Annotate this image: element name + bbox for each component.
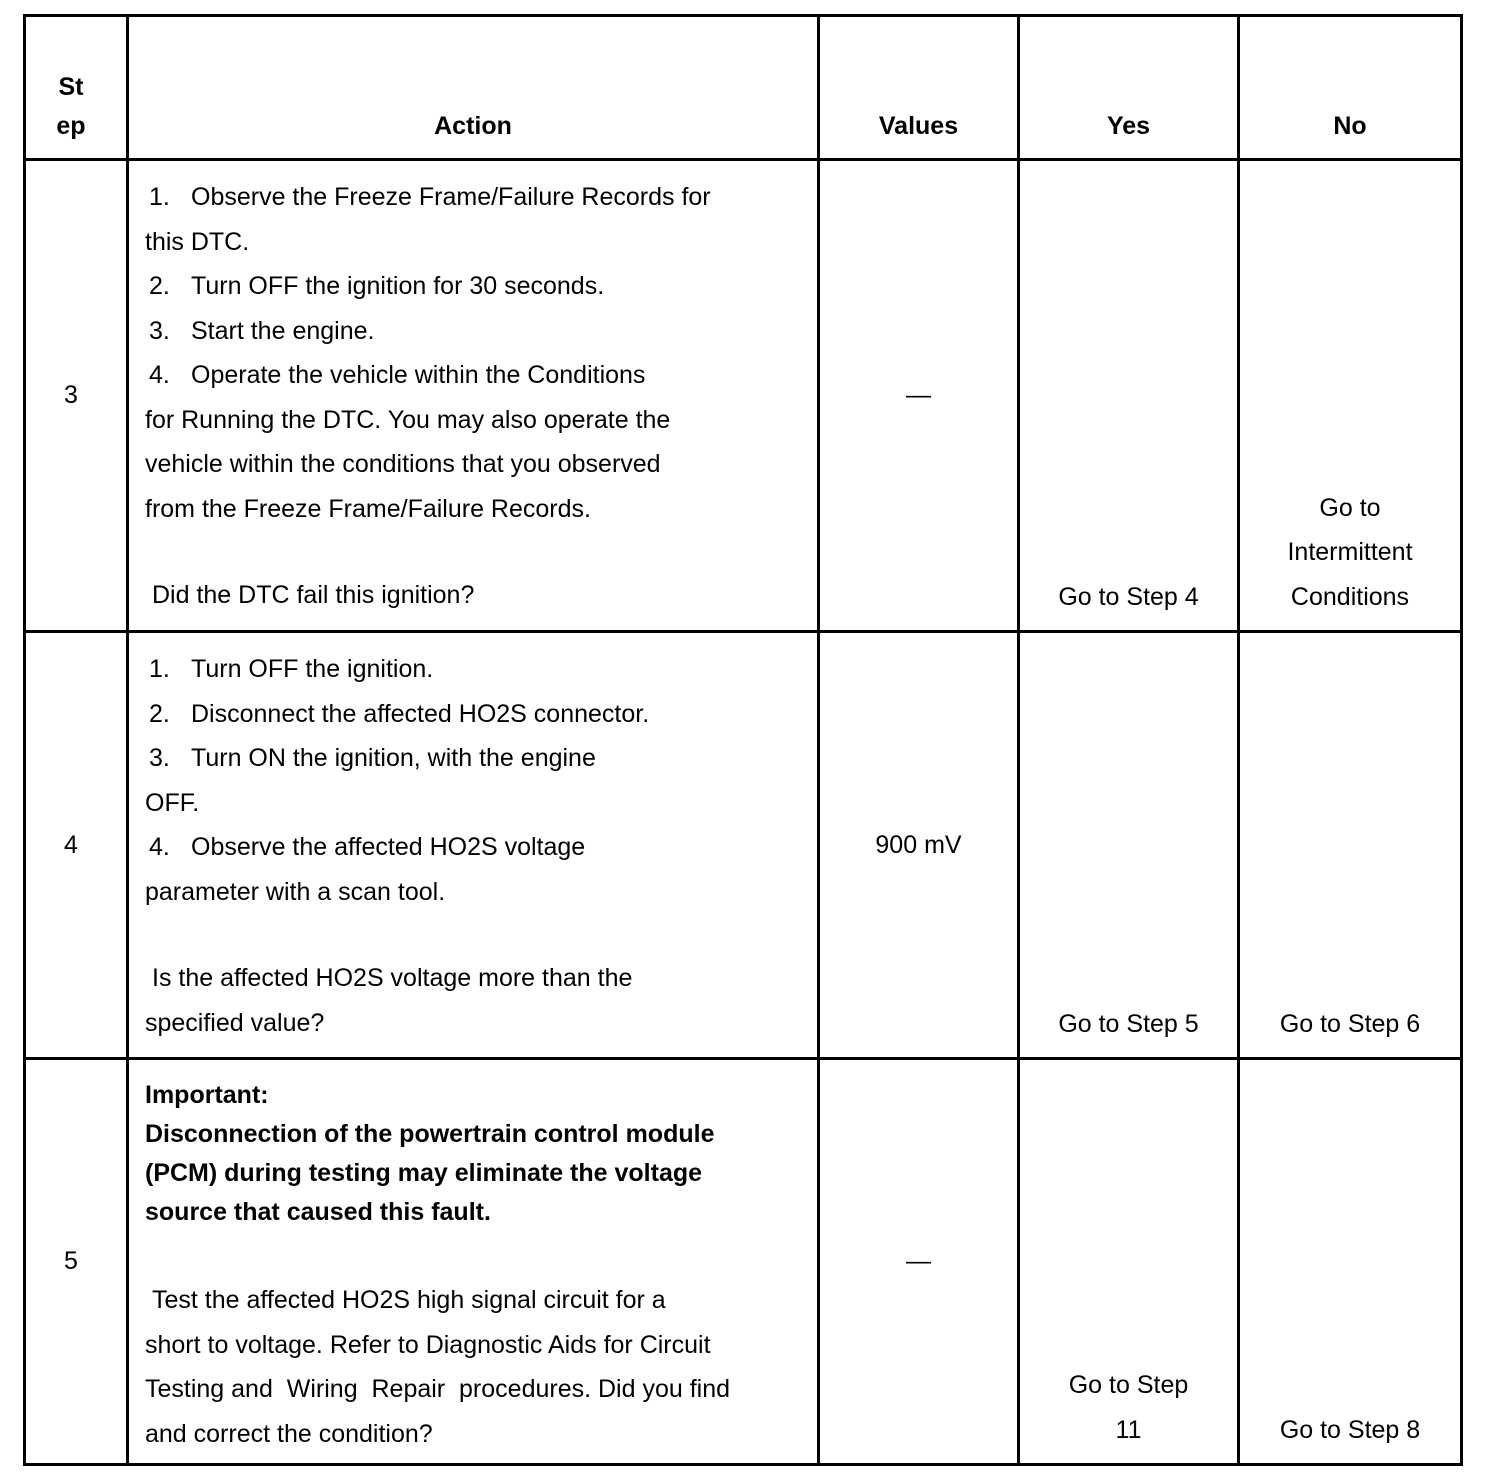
yes-cell: Go to Step 5 xyxy=(1019,632,1239,1059)
list-item-continuation: for Running the DTC. You may also operate the xyxy=(145,405,671,434)
action-cell xyxy=(128,632,819,1059)
list-item-continuation: vehicle within the conditions that you observed xyxy=(145,450,661,478)
step-instruction-continuation: and correct the condition? xyxy=(145,1419,433,1448)
table-row xyxy=(25,160,1462,632)
list-item: 3. Start the engine. xyxy=(149,316,375,345)
header-no: No xyxy=(1239,16,1462,160)
step-instruction-continuation: Testing and Wiring Repair procedures. Did you find xyxy=(145,1375,731,1403)
step-number: 4 xyxy=(25,632,128,1059)
step-question: Did the DTC fail this ignition? xyxy=(152,581,475,609)
diagnostic-table xyxy=(23,14,1463,1466)
list-item-continuation: OFF. xyxy=(145,788,200,817)
list-item: 2. Disconnect the affected HO2S connector. xyxy=(149,699,650,728)
header-row xyxy=(25,16,1462,160)
action-cell xyxy=(128,160,819,632)
yes-cell: Go to Step 11 xyxy=(1019,1059,1239,1465)
list-item: 4. Operate the vehicle within the Conditions xyxy=(149,361,646,389)
step-question: Is the affected HO2S voltage more than the xyxy=(152,964,633,992)
step-instruction: Test the affected HO2S high signal circuit for a xyxy=(152,1286,666,1314)
table-row xyxy=(25,632,1462,1059)
list-item: 4. Observe the affected HO2S voltage xyxy=(149,833,586,861)
header-values: Values xyxy=(819,16,1019,160)
action-cell xyxy=(128,1059,819,1465)
list-item: 2. Turn OFF the ignition for 30 seconds. xyxy=(149,272,605,300)
header-step: St ep xyxy=(25,16,128,160)
list-item: 1. Turn OFF the ignition. xyxy=(149,655,434,683)
list-item-continuation: this DTC. xyxy=(145,227,250,256)
header-yes: Yes xyxy=(1019,16,1239,160)
values-cell: — xyxy=(819,160,1019,632)
no-cell: Go to Intermittent Conditions xyxy=(1239,160,1462,632)
step-number: 3 xyxy=(25,160,128,632)
list-item-continuation: from the Freeze Frame/Failure Records. xyxy=(145,494,591,523)
values-cell: 900 mV xyxy=(819,632,1019,1059)
table-row xyxy=(25,1059,1462,1465)
yes-cell: Go to Step 4 xyxy=(1019,160,1239,632)
list-item: 1. Observe the Freeze Frame/Failure Records for xyxy=(149,183,711,211)
step-number: 5 xyxy=(25,1059,128,1465)
no-cell: Go to Step 6 xyxy=(1239,632,1462,1059)
header-action: Action xyxy=(128,16,819,160)
step-question-continuation: specified value? xyxy=(145,1008,325,1037)
list-item: 3. Turn ON the ignition, with the engine xyxy=(149,744,596,772)
no-cell: Go to Step 8 xyxy=(1239,1059,1462,1465)
list-item-continuation: parameter with a scan tool. xyxy=(145,877,446,906)
important-note: Important: Disconnection of the powertrain control module (PCM) during testing may eliminate the voltage source that caused this fault. xyxy=(145,1081,715,1226)
step-instruction-continuation: short to voltage. Refer to Diagnostic Aids for Circuit xyxy=(145,1330,711,1359)
values-cell: — xyxy=(819,1059,1019,1465)
